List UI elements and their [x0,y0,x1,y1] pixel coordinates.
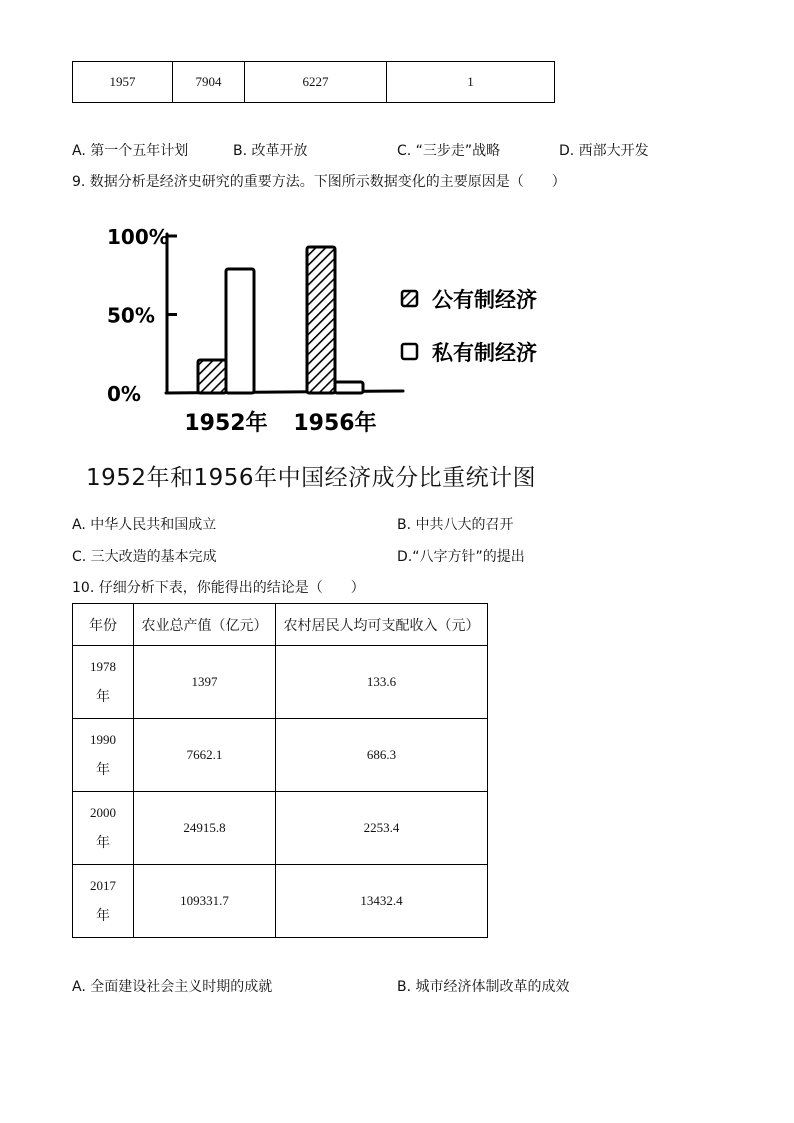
bar-public-1956年 [307,247,335,393]
table-row [73,719,488,792]
q9-option-a: A. 中华人民共和国成立 [72,517,217,533]
bar-public-1952年 [198,360,226,393]
output-cell: 24915.8 [134,792,276,865]
legend-swatch [402,291,417,306]
q9-option-c: C. 三大改造的基本完成 [72,549,217,565]
y-tick-label: 100% [107,225,169,249]
year-suffix: 年 [96,689,110,705]
output-cell: 7662.1 [134,719,276,792]
column-header-output: 农业总产值（亿元） [134,604,276,646]
year-value: 2000 [90,805,116,820]
bar-private-1956年 [335,382,363,393]
q8-option-c: C. “三步走”战略 [397,143,501,159]
table-cell: 1957 [73,62,173,103]
income-cell: 2253.4 [276,792,488,865]
income-cell: 133.6 [276,646,488,719]
year-suffix: 年 [96,908,110,924]
year-suffix: 年 [96,762,110,778]
legend-label: 私有制经济 [432,341,537,365]
output-cell: 109331.7 [134,865,276,938]
q9-stem: 9. 数据分析是经济史研究的重要方法。下图所示数据变化的主要原因是（ ） [72,174,566,190]
year-cell [73,719,134,792]
x-tick-label: 1952年 [184,411,268,436]
table-header-row [73,604,488,646]
table-cell: 6227 [245,62,387,103]
bar-chart [90,215,580,445]
q10-option-a: A. 全面建设社会主义时期的成就 [72,979,273,995]
income-cell: 686.3 [276,719,488,792]
table-row [73,62,555,103]
legend-label: 公有制经济 [432,288,537,312]
table-cell: 7904 [173,62,245,103]
legend-swatch [402,344,417,359]
column-header-year: 年份 [73,604,134,646]
income-cell: 13432.4 [276,865,488,938]
q9-option-b: B. 中共八大的召开 [397,517,514,533]
q8-option-d: D. 西部大开发 [559,143,649,159]
column-header-income: 农村居民人均可支配收入（元） [276,604,488,646]
q10-stem: 10. 仔细分析下表，你能得出的结论是（ ） [72,580,365,596]
year-cell [73,792,134,865]
data-table [72,603,488,938]
year-value: 1990 [90,732,116,747]
output-cell: 1397 [134,646,276,719]
table-row [73,865,488,938]
y-tick-label: 50% [107,303,155,328]
q9-option-d: D.“八字方针”的提出 [397,549,525,565]
y-tick-label: 0% [107,382,141,406]
year-suffix: 年 [96,835,110,851]
year-value: 1978 [90,659,116,674]
year-cell [73,646,134,719]
table-row [73,646,488,719]
table-row [73,792,488,865]
year-cell [73,865,134,938]
previous-question-table [72,61,555,103]
x-tick-label: 1956年 [293,411,377,436]
table-cell: 1 [387,62,555,103]
q10-option-b: B. 城市经济体制改革的成效 [397,979,570,995]
chart-title: 1952年和1956年中国经济成分比重统计图 [86,465,537,491]
year-value: 2017 [90,878,116,893]
bar-private-1952年 [226,269,254,393]
q8-option-a: A. 第一个五年计划 [72,143,189,159]
q8-option-b: B. 改革开放 [233,143,308,159]
